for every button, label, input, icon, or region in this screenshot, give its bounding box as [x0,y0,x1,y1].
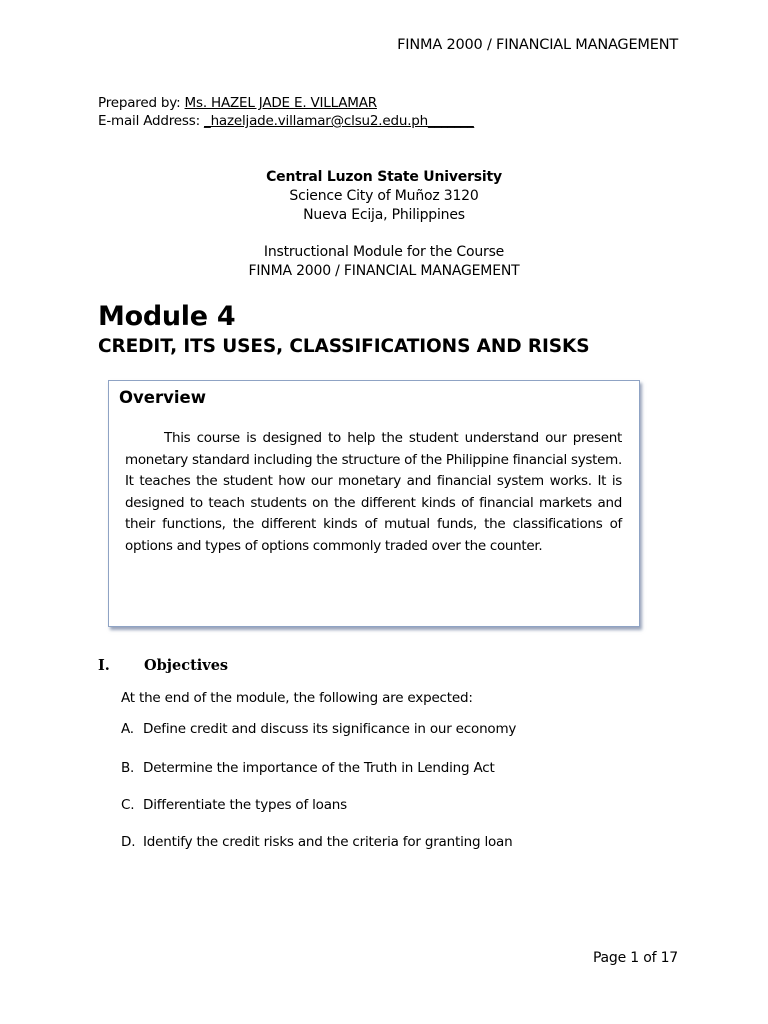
university-name: Central Luzon State University [266,169,502,185]
email-line [98,112,474,130]
objective-text: Determine the importance of the Truth in Lending Act [143,760,495,776]
university-address-1: Science City of Muñoz 3120 [289,188,479,204]
objective-label: D. [121,834,136,850]
email-label: E-mail Address: [98,113,205,129]
page-number: Page 1 of 17 [592,950,678,966]
objective-item [121,834,513,850]
objective-text: Define credit and discuss its significance in our economy [143,721,517,737]
course-line-2: FINMA 2000 / FINANCIAL MANAGEMENT [248,263,520,279]
objective-text: Identify the credit risks and the criteria for granting loan [143,834,513,850]
prepared-by-label: Prepared by: [98,95,185,111]
overview-text: This course is designed to help the student understand our present monetary standard including the structure of the Philippine financial system. It teaches the student how our monetary and financial system works. It is designed to teach students on the different kinds of financial markets and their functions, the different kinds of mutual funds, the classifications of options and types of options commonly traded over the counter. [125,430,622,554]
objectives-heading: Objectives [144,657,229,674]
module-title: Module 4 [98,301,236,332]
objectives-number: I. [98,657,110,674]
objective-item [121,760,495,776]
prepared-by-block [98,94,474,130]
course-line-1: Instructional Module for the Course [263,244,505,260]
objective-label: C. [121,797,135,813]
prepared-by-line [98,94,474,112]
module-subtitle: CREDIT, ITS USES, CLASSIFICATIONS AND RISKS [98,336,590,357]
overview-title: Overview [119,388,206,407]
objectives-intro: At the end of the module, the following are expected: [121,690,473,706]
objective-item [121,721,516,737]
objective-label: A. [121,721,134,737]
page-header: FINMA 2000 / FINANCIAL MANAGEMENT [397,37,678,53]
course-block [0,243,768,281]
university-address-2: Nueva Ecija, Philippines [303,207,465,223]
email-address: _hazeljade.villamar@clsu2.edu.ph_______ [204,113,474,129]
objective-label: B. [121,760,135,776]
overview-box [108,380,640,627]
university-block [0,168,768,225]
objective-item [121,797,347,813]
instructor-name: Ms. HAZEL JADE E. VILLAMAR [184,95,377,111]
objective-text: Differentiate the types of loans [143,797,347,813]
